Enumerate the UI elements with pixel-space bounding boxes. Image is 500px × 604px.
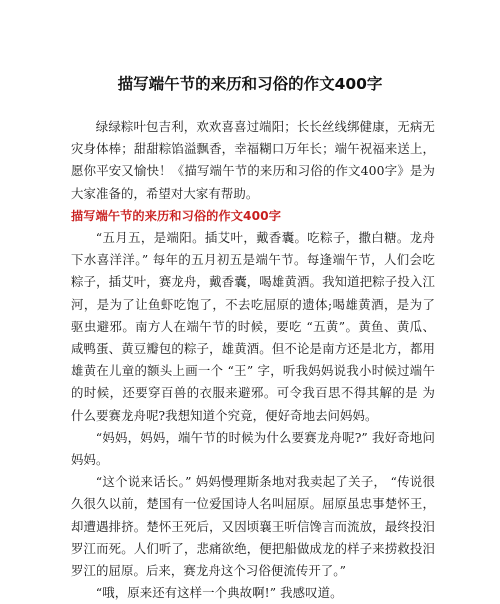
body-paragraph: “五月五，是端阳。插艾叶，戴香囊。吃粽子，撒白糖。龙舟下水喜洋洋。” 每年的五月初五是端午节。每逢端午节，人们会吃粽子，插艾叶，赛龙舟，戴香囊，喝雄黄酒。我知道把粽子投入江河，是为了让鱼虾吃饱了，不去吃屈原的遗体;喝雄黄酒，是为了驱虫避邪。南方人在端午节的时候，要吃 “五黄”。黄鱼、黄瓜、咸鸭蛋、黄豆瓣包的粽子，雄黄酒。但不论是南方还是北方，都用雄黄在儿童的额头上画一个 “王” 字，听我妈妈说我小时候过端午的时候，还要穿百兽的衣服来避邪。可令我百思不得其解的是 为什么要赛龙舟呢?我想知道个究竟，便好奇地去问妈妈。	[71, 230, 435, 423]
body-paragraph: “妈妈，妈妈，端午节的时候为什么要赛龙舟呢?” 我好奇地问妈妈。	[71, 429, 435, 468]
article-title: 描写端午节的来历和习俗的作文400字	[117, 75, 383, 93]
body-paragraph: “这个说来话长。” 妈妈慢理斯条地对我卖起了关子， “传说很久很久以前，楚国有一位爱国诗人名叫屈原。屈原虽忠事楚怀王，却遭遇排挤。楚怀王死后，又因顷襄王听信馋言而流放，最终投汨罗江而死。人们听了，悲痛欲绝，便把船做成龙的样子来捞救投汨罗江的屈原。后来，赛龙舟这个习俗便流传开了。”	[71, 474, 435, 579]
article-body	[71, 116, 435, 604]
section-subheading: 描写端午节的来历和习俗的作文400字	[71, 208, 282, 223]
intro-paragraph: 绿绿粽叶包吉利，欢欢喜喜过端阳；长长丝线绑健康，无病无灾身体棒；甜甜粽馅溢飘香，幸福糊口万年长；端午祝福来送上，愿你平安又愉快！《描写端午节的来历和习俗的作文400字》是为大家准备的，希望对大家有帮助。	[71, 119, 435, 201]
body-paragraph: “哦，原来还有这样一个典故啊!” 我感叹道。	[95, 585, 343, 601]
